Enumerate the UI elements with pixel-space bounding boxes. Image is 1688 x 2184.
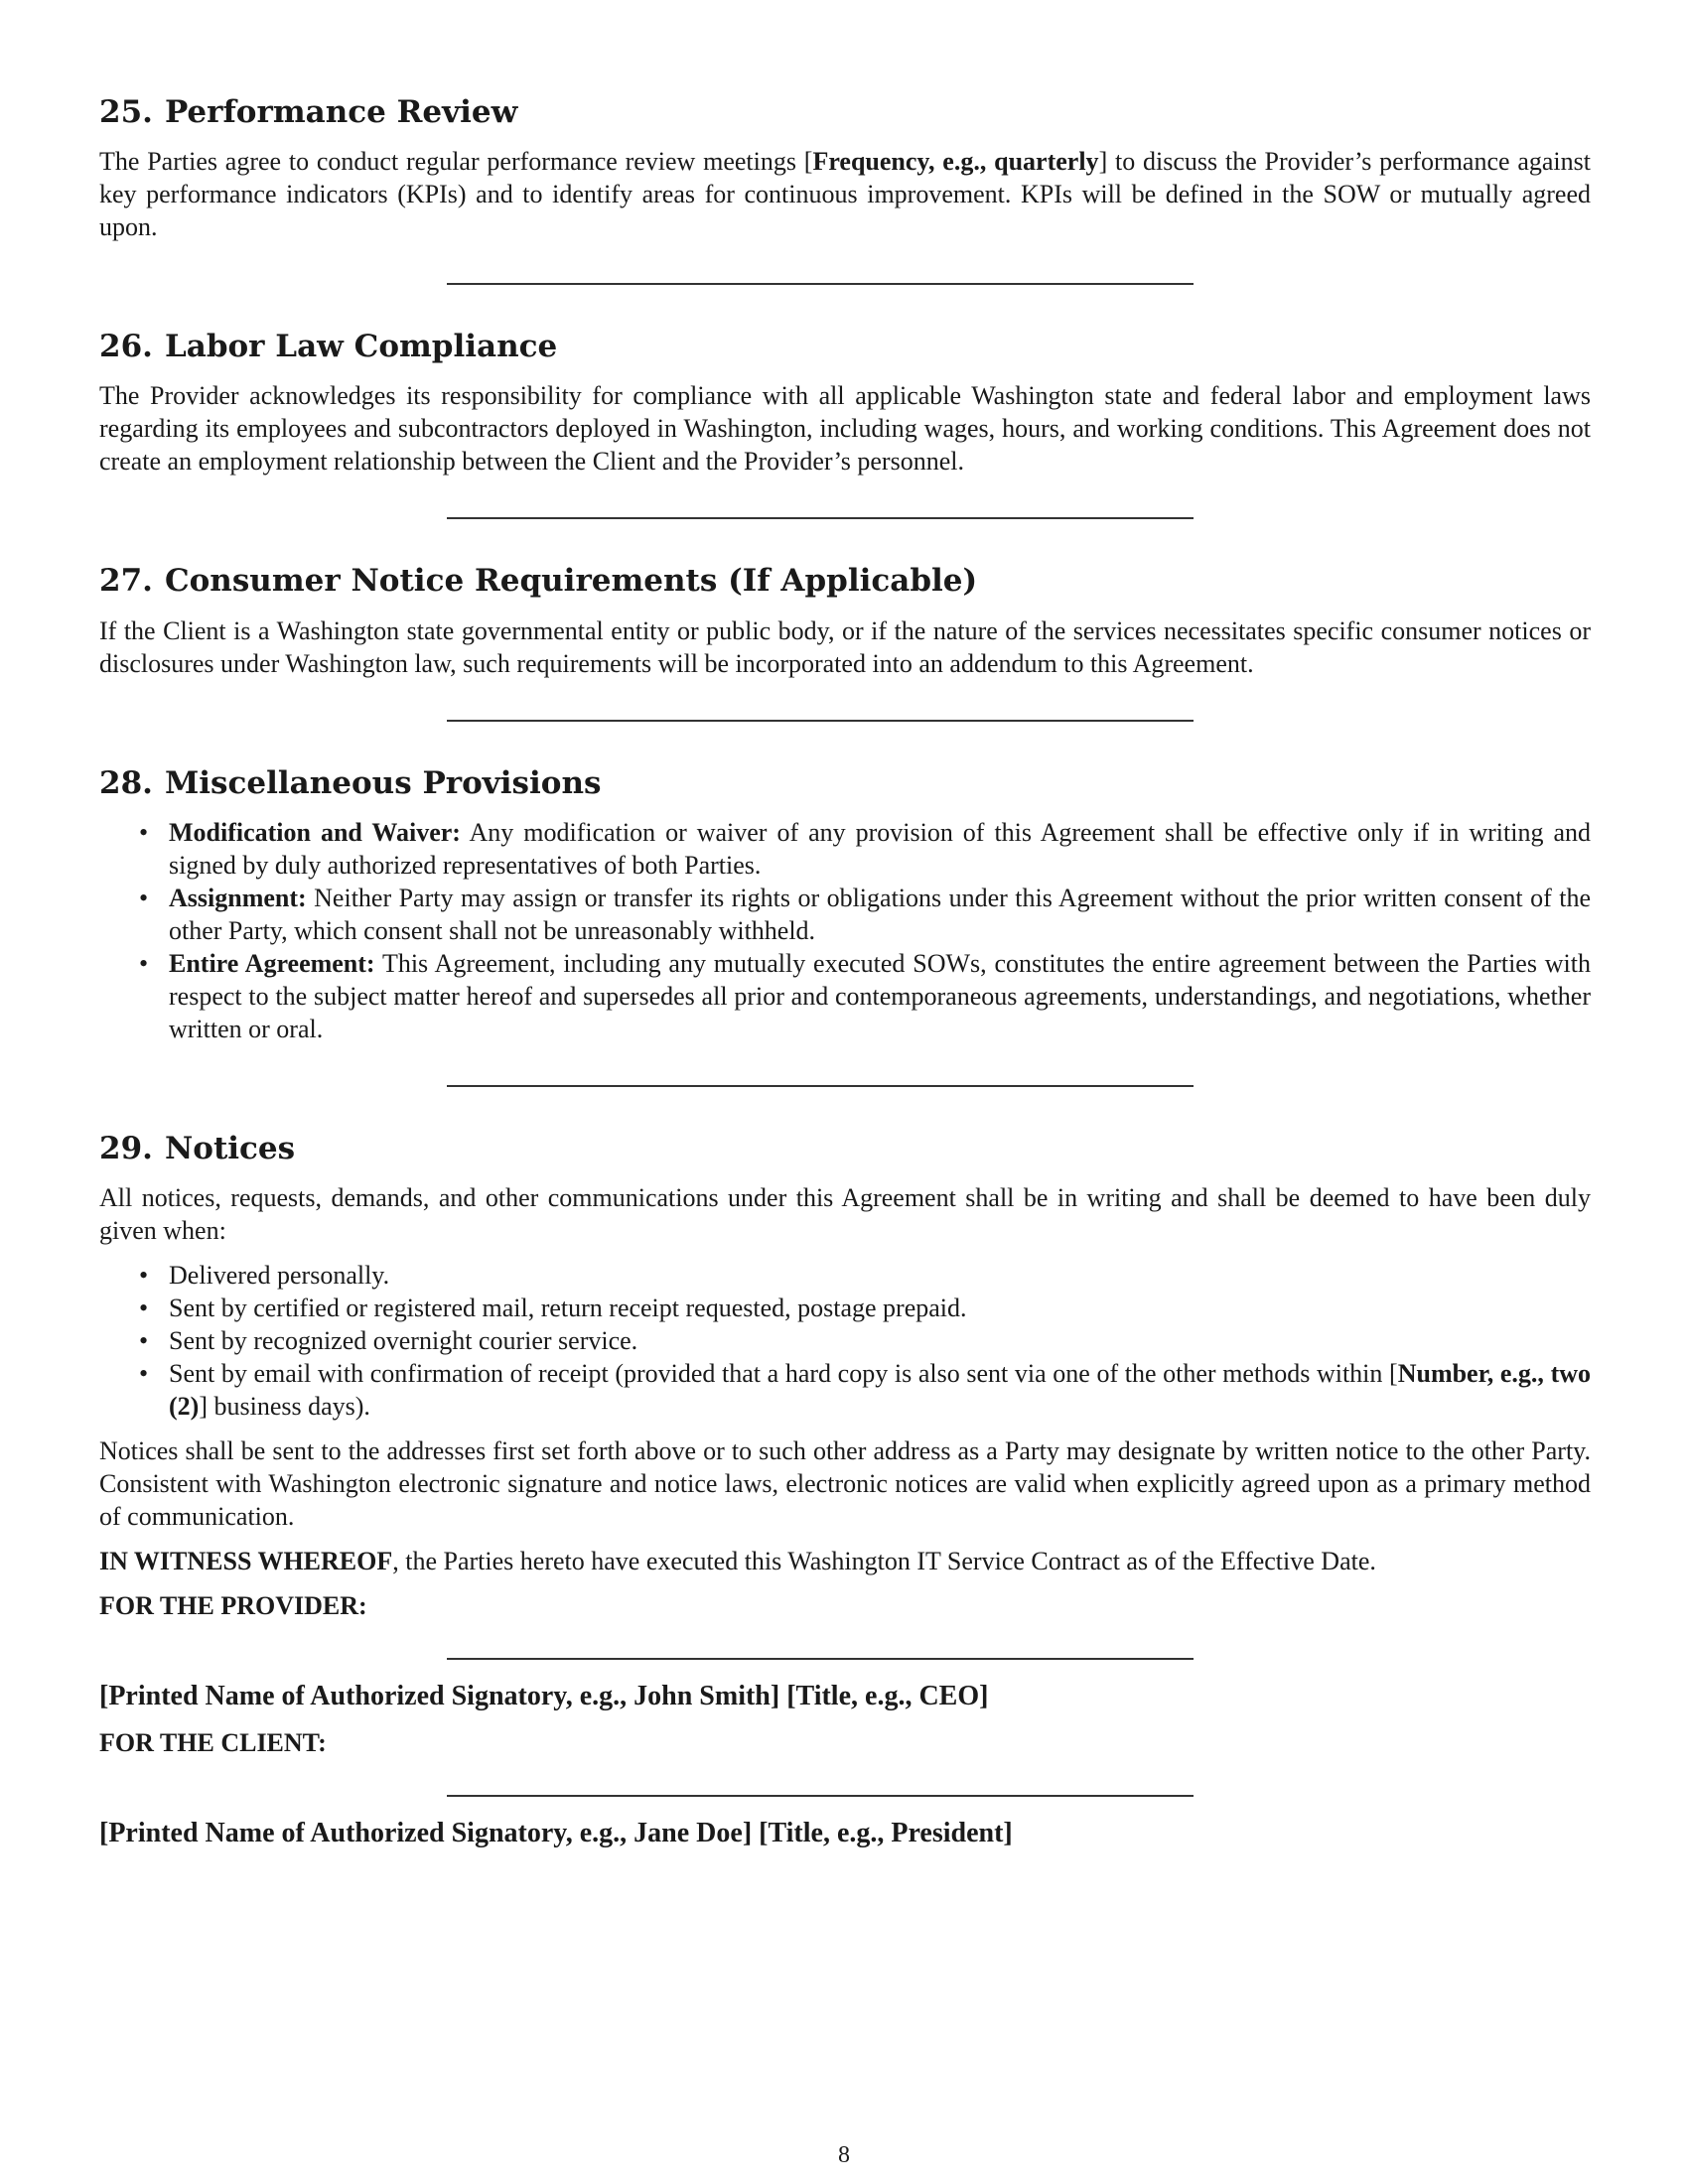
section-26 — [99, 329, 1591, 478]
signature-line — [447, 1658, 1194, 1660]
signature-label: FOR THE CLIENT: — [99, 1727, 327, 1757]
section-divider — [447, 1085, 1194, 1087]
section-29 — [99, 1131, 1591, 1533]
list-item: • Entire Agreement: This Agreement, including any mutually executed SOWs, constitutes the entire agreement between the Parties with respect to the subject matter hereof and supersedes all prior and contemporaneous agreements, understandings, and negotiations, whether written or oral. — [99, 947, 1591, 1045]
section-paragraph: If the Client is a Washington state governmental entity or public body, or if the nature of the services necessitates specific consumer notices or disclosures under Washington law, such requirements will be incorporated into an addendum to this Agreement. — [99, 615, 1591, 678]
signature-line — [447, 1795, 1194, 1797]
list-item: • Delivered personally. — [99, 1259, 1591, 1292]
signatory-name: [Printed Name of Authorized Signatory, e.g., Jane Doe] [Title, e.g., President] — [99, 1817, 1013, 1848]
document-page — [99, 94, 1591, 1863]
section-heading: 29. Notices — [99, 1130, 296, 1166]
section-paragraph: Notices shall be sent to the addresses first set forth above or to such other address as a Party may designate by written notice to the other Party. Consistent with Washington electronic signature and notice laws, electronic notices are valid when explicitly agreed upon as a primary method of communication. — [99, 1435, 1591, 1531]
section-heading: 25. Performance Review — [99, 94, 518, 130]
page-number: 8 — [838, 2142, 850, 2168]
section-divider — [447, 283, 1194, 285]
section-paragraph: The Provider acknowledges its responsibility for compliance with all applicable Washington state and federal labor and employment laws regarding its employees and subcontractors deployed in Washington, including wages, hours, and working conditions. This Agreement does not create an employment relationship between the Client and the Provider’s personnel. — [99, 381, 1591, 477]
section-heading: 28. Miscellaneous Provisions — [99, 764, 602, 801]
list-item: • Assignment: Neither Party may assign or transfer its rights or obligations under this Agreement without the prior written consent of the other Party, which consent shall not be unreasonably withheld. — [99, 882, 1591, 947]
section-paragraph: The Parties agree to conduct regular performance review meetings [Frequency, e.g., quarterly] to discuss the Provider’s performance against key performance indicators (KPIs) and to identify areas for continuous improvement. KPIs will be defined in the SOW or mutually agreed upon. — [99, 147, 1591, 242]
section-divider — [447, 517, 1194, 519]
section-paragraph: All notices, requests, demands, and other communications under this Agreement shall be in writing and shall be deemed to have been duly given when: — [99, 1182, 1591, 1245]
section-divider — [447, 720, 1194, 722]
section-27 — [99, 563, 1591, 679]
signature-block-provider — [99, 1589, 1591, 1712]
section-25 — [99, 94, 1591, 243]
signature-block-client — [99, 1726, 1591, 1849]
provisions-list — [99, 816, 1591, 1045]
section-heading: 27. Consumer Notice Requirements (If Applicable) — [99, 563, 978, 600]
notice-methods-list — [99, 1259, 1591, 1423]
section-28 — [99, 765, 1591, 1045]
signature-label: FOR THE PROVIDER: — [99, 1590, 367, 1620]
list-item: • Modification and Waiver: Any modification or waiver of any provision of this Agreement shall be effective only if in writing and signed by duly authorized representatives of both Parties. — [99, 816, 1591, 882]
witness-clause: IN WITNESS WHEREOF, the Parties hereto have executed this Washington IT Service Contract as of the Effective Date. — [99, 1546, 1376, 1575]
signatory-name: [Printed Name of Authorized Signatory, e.g., John Smith] [Title, e.g., CEO] — [99, 1680, 989, 1711]
section-heading: 26. Labor Law Compliance — [99, 329, 558, 365]
list-item: • Sent by recognized overnight courier service. — [99, 1324, 1591, 1357]
list-item: • Sent by email with confirmation of receipt (provided that a hard copy is also sent via one of the other methods within [Number, e.g., two (2)] business days). — [99, 1357, 1591, 1423]
list-item: • Sent by certified or registered mail, return receipt requested, postage prepaid. — [99, 1292, 1591, 1324]
